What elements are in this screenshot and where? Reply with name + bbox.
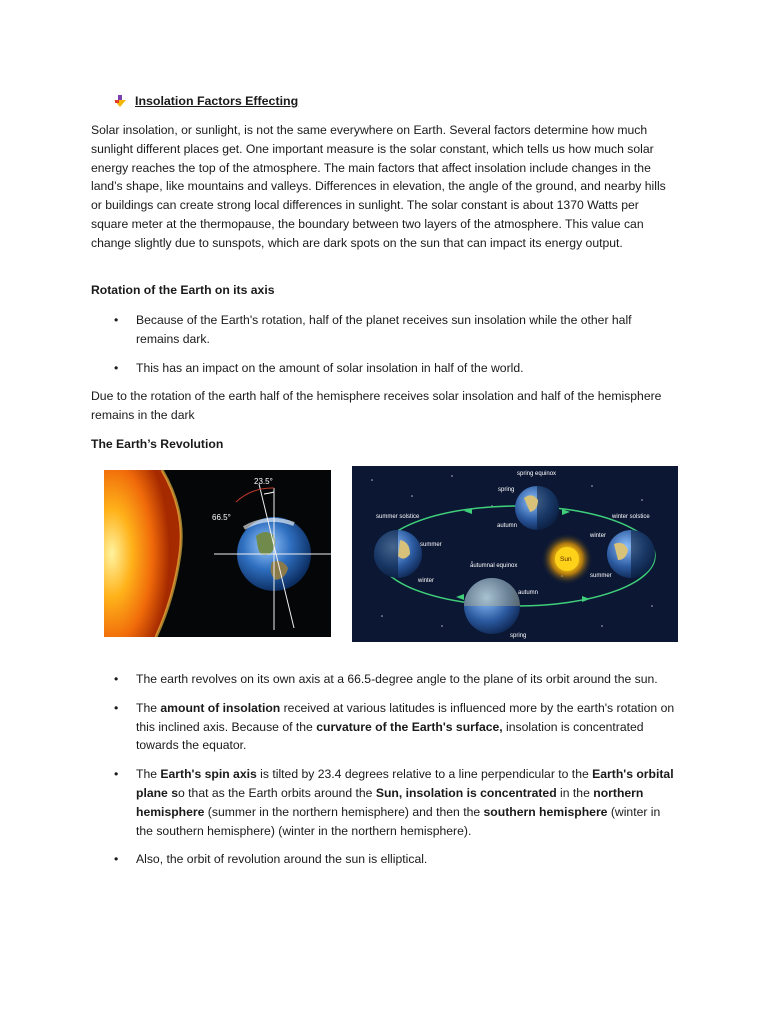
axis-angle-label: 66.5° xyxy=(212,513,231,522)
spring-top-label: spring xyxy=(498,487,515,493)
revolution-title: The Earth’s Revolution xyxy=(91,437,224,451)
orbit-seasons-figure xyxy=(352,466,678,642)
winter-solstice-label: winter solstice xyxy=(612,514,650,520)
sun-label: Sun xyxy=(560,556,572,563)
autumnal-equinox-label: autumnal equinox xyxy=(470,563,518,569)
section-heading xyxy=(113,92,298,111)
summer-solstice-label: summer solstice xyxy=(376,514,420,520)
summer-right-label: summer xyxy=(590,573,612,579)
list-item: • The earth revolves on its own axis at a 66.5-degree angle to the plane of its orbit around the sun. xyxy=(113,670,678,689)
list-item: • Because of the Earth's rotation, half of the planet receives sun insolation while the other half remains dark. xyxy=(113,311,678,349)
arrow-bullet-icon xyxy=(113,94,127,108)
list-item: • This has an impact on the amount of solar insolation in half of the world. xyxy=(113,359,678,378)
earth-tilt-figure xyxy=(104,470,331,637)
list-item: • The amount of insolation received at various latitudes is influenced more by the earth's rotation on this inclined axis. Because of the curvature of the Earth's surface, insolation is concentrated towards the equator. xyxy=(113,699,678,755)
tilt-angle-label: 23.5° xyxy=(254,477,273,486)
spring-equinox-label: spring equinox xyxy=(517,471,557,477)
list-item: • Also, the orbit of revolution around the sun is elliptical. xyxy=(113,850,678,869)
heading-title: Insolation Factors Effecting xyxy=(135,94,299,108)
list-item: • The Earth's spin axis is tilted by 23.4 degrees relative to a line perpendicular to the Earth's orbital plane so that as the Earth orbits around the Sun, insolation is concentrated in the northern hemisphere (summer in the northern hemisphere) and then the southern hemisphere (winter in the southern hemisphere) (winter in the northern hemisphere). xyxy=(113,765,678,840)
winter-right-label: winter xyxy=(590,533,607,539)
autumn-bottom-label: autumn xyxy=(518,590,539,596)
intro-paragraph: Solar insolation, or sunlight, is not the same everywhere on Earth. Several factors determine how much sunlight different places get. One important measure is the solar constant, which tells us how much solar energy reaches the top of the atmosphere. The main factors that affect insolation include changes in the land’s shape, like mountains and valleys. Differences in elevation, the angle of the ground, and nearby hills or buildings can create strong local differences in sunlight. The solar constant is about 1370 Watts per square meter at the thermopause, the boundary between two layers of the atmosphere. This value can change slightly due to sunspots, which are dark spots on the sun that can impact its energy output. xyxy=(91,123,666,250)
revolution-bullets xyxy=(113,670,678,869)
summer-left-label: summer xyxy=(420,542,442,548)
spring-bottom-label: spring xyxy=(510,633,527,639)
winter-left-label: winter xyxy=(418,578,435,584)
rotation-summary: Due to the rotation of the earth half of the hemisphere receives solar insolation and half of the hemisphere remains in the dark xyxy=(91,389,662,422)
autumn-top-label: autumn xyxy=(497,523,518,529)
rotation-title: Rotation of the Earth on its axis xyxy=(91,283,275,297)
rotation-bullets xyxy=(113,311,678,377)
